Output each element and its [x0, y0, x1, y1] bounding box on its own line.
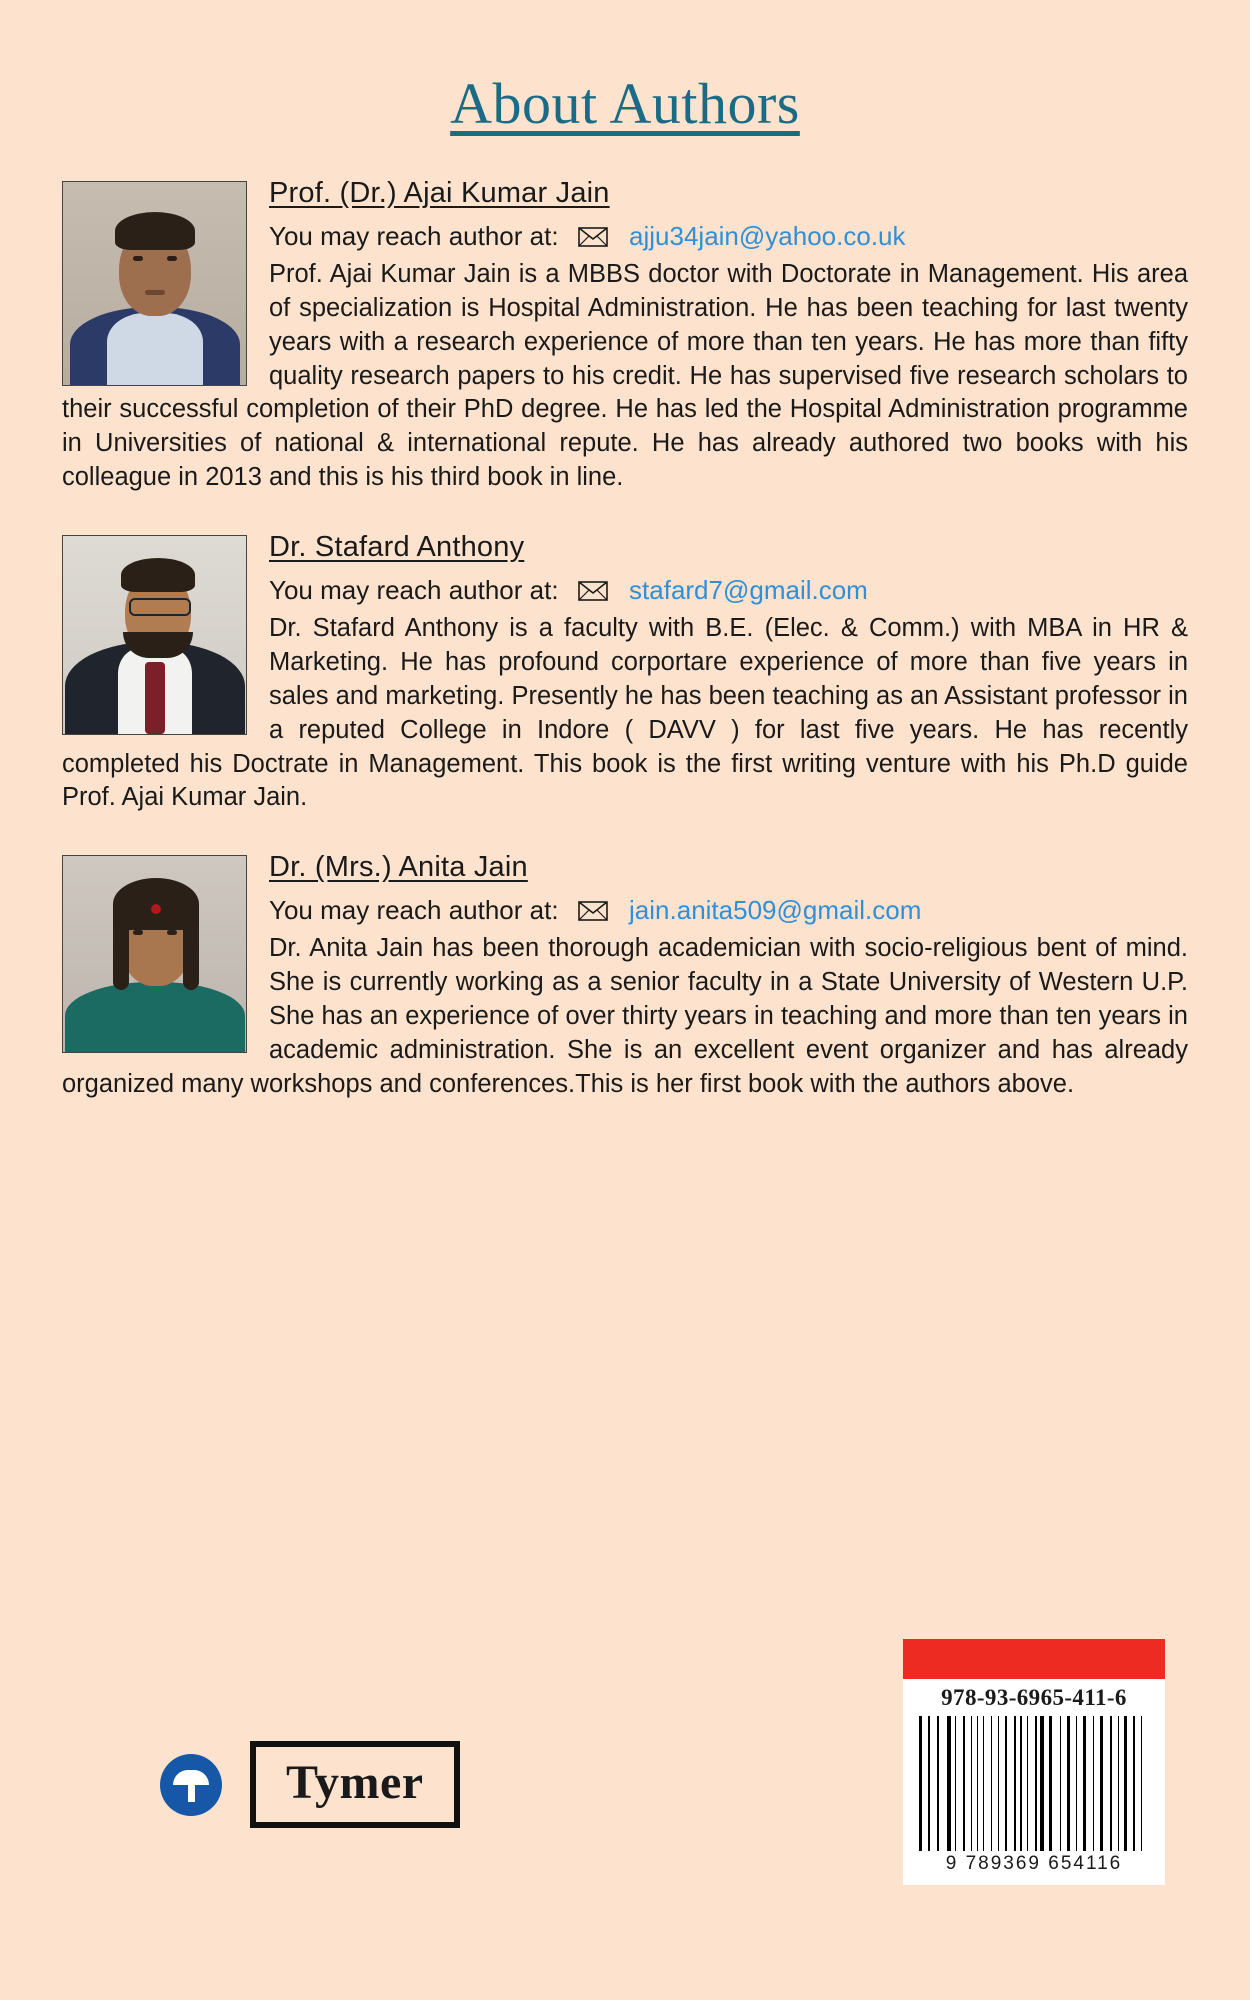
author-email[interactable]: jain.anita509@gmail.com	[629, 895, 922, 926]
author-block	[62, 851, 1188, 1101]
barcode-block	[903, 1639, 1165, 1885]
author-bio: Dr. Anita Jain has been thorough academician with socio-religious bent of mind. She is currently working as a senior faculty in a State University of Western U.P. She has an experience of over thirty years in teaching and more than ten years in academic administration. She is an excellent event organizer and has already organized many workshops and conferences.This is her first book with the authors above.	[62, 934, 1188, 1098]
reach-label: You may reach author at:	[269, 575, 559, 606]
page-title: About Authors	[450, 71, 800, 136]
author-name: Dr. (Mrs.) Anita Jain	[269, 851, 528, 884]
author-block	[62, 531, 1188, 815]
author-bio: Prof. Ajai Kumar Jain is a MBBS doctor with Doctorate in Management. His area of specialization is Hospital Administration. He has been teaching for last twenty years with a research experience of more than ten years. He has more than fifty quality research papers to his credit. He has supervised five research scholars to their successful completion of their PhD degree. He has led the Hospital Administration programme in Universities of national & international repute. He has already authored two books with his colleague in 2013 and this is his third book in line.	[62, 259, 1188, 492]
author-block	[62, 177, 1188, 495]
envelope-icon	[578, 576, 608, 610]
authors-section	[0, 177, 1250, 1102]
barcode-top-band	[903, 1639, 1165, 1679]
publisher-mark	[160, 1741, 460, 1828]
footer	[0, 1670, 1250, 2000]
publisher-name-box	[250, 1741, 460, 1828]
barcode-bars	[919, 1716, 1149, 1851]
author-name: Dr. Stafard Anthony	[269, 531, 525, 564]
barcode-digits: 9 789369 654116	[945, 1853, 1123, 1874]
author-photo	[62, 855, 247, 1053]
reach-label: You may reach author at:	[269, 895, 559, 926]
publisher-name: Tymer	[286, 1756, 424, 1809]
author-bio: Dr. Stafard Anthony is a faculty with B.E. (Elec. & Comm.) with MBA in HR & Marketing. He has profound corportare experience of more than five years in sales and marketing. Presently he has been teaching as an Assistant professor in a reputed College in Indore ( DAVV ) for last five years. He has recently completed his Doctrate in Management. This book is the first writing venture with his Ph.D guide Prof. Ajai Kumar Jain.	[62, 613, 1188, 812]
author-email[interactable]: stafard7@gmail.com	[629, 575, 868, 606]
author-photo	[62, 181, 247, 386]
envelope-icon	[578, 896, 608, 930]
reach-label: You may reach author at:	[269, 221, 559, 251]
isbn-number: 978-93-6965-411-6	[941, 1685, 1127, 1710]
tymer-logo-icon	[160, 1754, 222, 1816]
author-name: Prof. (Dr.) Ajai Kumar Jain	[269, 177, 610, 209]
envelope-icon	[578, 222, 608, 256]
author-email[interactable]: ajju34jain@yahoo.co.uk	[629, 221, 906, 251]
author-photo	[62, 535, 247, 735]
